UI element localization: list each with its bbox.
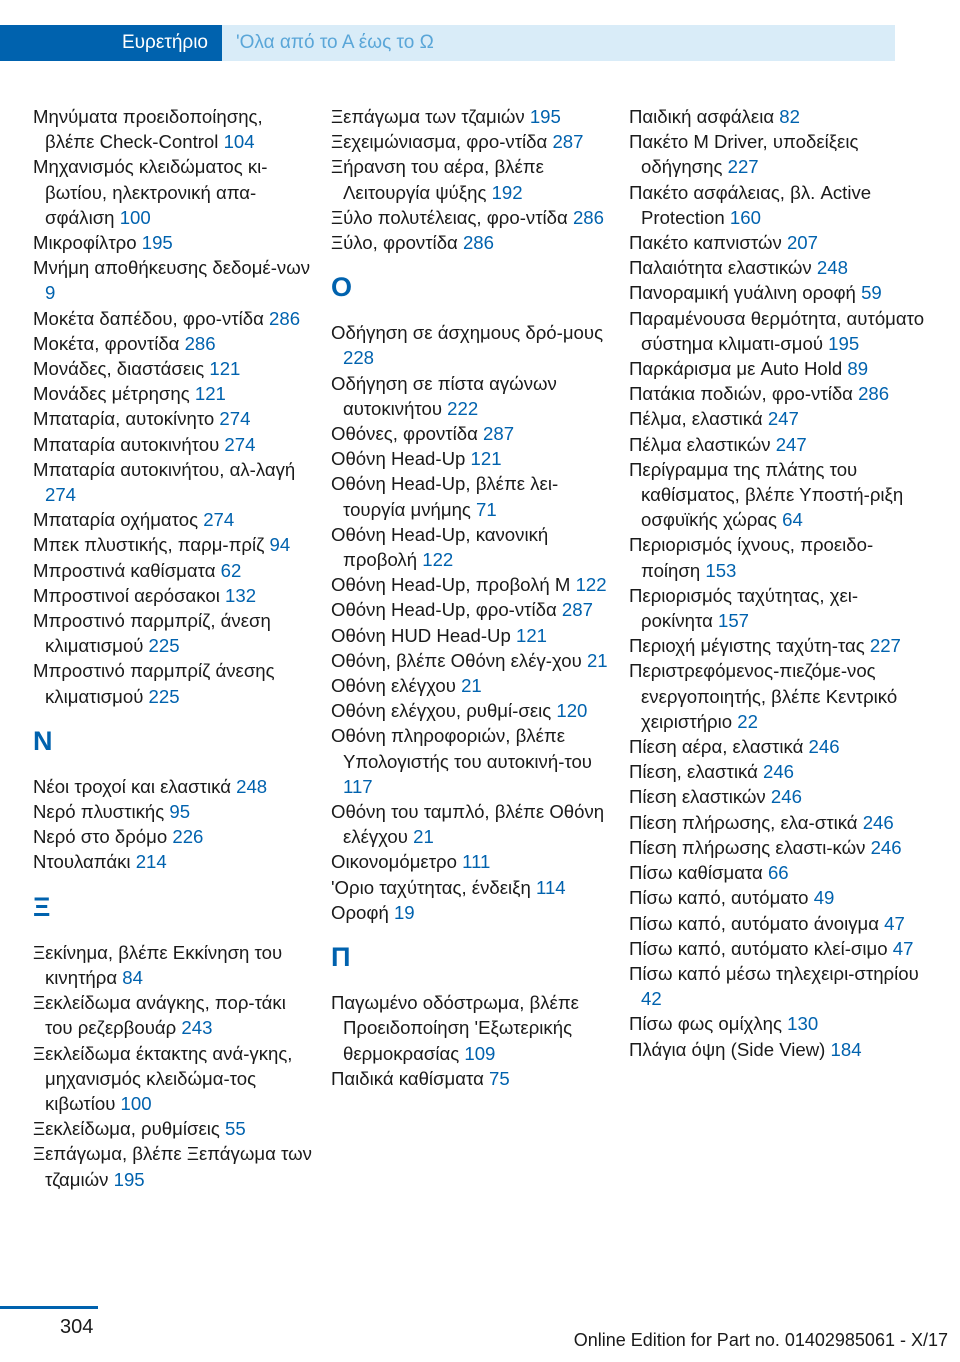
page-link[interactable]: 132 bbox=[225, 584, 257, 606]
page-link[interactable]: 104 bbox=[223, 131, 255, 153]
page-link[interactable]: 109 bbox=[464, 1042, 496, 1064]
index-entry bbox=[33, 507, 313, 532]
page-link[interactable]: 195 bbox=[828, 332, 860, 354]
index-entry-text: Παιδική ασφάλεια bbox=[629, 106, 780, 127]
page-link[interactable]: 195 bbox=[529, 106, 561, 127]
index-entry-text: Οθόνη Head-Up, φρο-ντίδα bbox=[331, 599, 562, 621]
page-link[interactable]: 214 bbox=[135, 851, 167, 873]
index-entry-text: Οδήγηση σε πίστα αγώνων αυτοκινήτου bbox=[331, 372, 557, 419]
index-entry-text: Μπροστινά καθίσματα bbox=[33, 559, 221, 581]
page-link[interactable]: 286 bbox=[184, 332, 216, 354]
index-entry bbox=[629, 532, 929, 582]
index-entry bbox=[33, 658, 313, 708]
page-link[interactable]: 100 bbox=[120, 1092, 152, 1114]
page-link[interactable]: 247 bbox=[775, 433, 807, 455]
page-link[interactable]: 120 bbox=[556, 700, 588, 722]
index-entry-text: Οθόνη Head-Up, κανονική προβολή bbox=[331, 523, 549, 571]
index-column-1 bbox=[33, 104, 313, 1192]
index-entry bbox=[33, 1116, 313, 1141]
index-entry-text: Οθόνη HUD Head-Up bbox=[331, 624, 516, 646]
index-entry-text: Ξεπάγωμα, βλέπε Ξεπάγωμα των τζαμιών bbox=[33, 1143, 312, 1190]
index-entry-text: Οθόνη, βλέπε Οθόνη ελέγ-χου bbox=[331, 649, 587, 671]
index-entry-text: Μηχανισμός κλειδώματος κι-βωτίου, ηλεκτρονική απα-σφάλιση bbox=[33, 156, 268, 228]
page-link[interactable]: 286 bbox=[462, 232, 494, 254]
index-entry-text: Ξεκίνημα, βλέπε Εκκίνηση του κινητήρα bbox=[33, 941, 283, 988]
index-entry bbox=[629, 835, 929, 860]
page-number: 304 bbox=[60, 1316, 94, 1338]
index-entry-text: Πίεση πλήρωσης, ελα-στικά bbox=[629, 811, 863, 833]
page-link[interactable]: 21 bbox=[461, 675, 482, 697]
page-link[interactable]: 287 bbox=[561, 599, 593, 621]
index-entry-text: Νερό πλυστικής bbox=[33, 801, 170, 823]
index-entry-text: Οθόνη ελέγχου bbox=[331, 675, 462, 697]
page-link[interactable]: 121 bbox=[209, 358, 241, 380]
index-entry-text: Ξύλο, φροντίδα bbox=[331, 232, 463, 254]
index-entry-text: Πίσω καπό μέσω τηλεχειρι-στηρίου bbox=[629, 962, 919, 984]
index-entry bbox=[331, 900, 616, 925]
edition-note: Online Edition for Part no. 01402985061 - X/17 bbox=[573, 1330, 948, 1350]
index-entry bbox=[33, 331, 313, 356]
index-entry-text: Οροφή bbox=[331, 901, 394, 923]
index-entry-text: Ξεπάγωμα των τζαμιών bbox=[331, 106, 530, 127]
page-link[interactable]: 62 bbox=[220, 559, 242, 581]
index-entry-text: Μοκέτα δαπέδου, φρο-ντίδα bbox=[33, 307, 270, 329]
page-link[interactable]: 286 bbox=[858, 383, 890, 405]
index-entry-text: Μπαταρία αυτοκινήτου bbox=[33, 433, 225, 455]
page-link[interactable]: 9 bbox=[45, 282, 56, 304]
page-link[interactable]: 94 bbox=[269, 534, 291, 556]
page-link[interactable]: 42 bbox=[641, 988, 662, 1010]
page-link[interactable]: 248 bbox=[816, 257, 848, 279]
index-entry bbox=[33, 230, 313, 255]
page-link[interactable]: 66 bbox=[767, 862, 789, 884]
page-link[interactable]: 226 bbox=[172, 826, 204, 848]
index-entry-text: Πίεση, ελαστικά bbox=[629, 761, 763, 783]
index-entry-text: Ντουλαπάκι bbox=[33, 851, 136, 873]
page-link[interactable]: 130 bbox=[787, 1013, 819, 1035]
index-entry bbox=[331, 421, 616, 446]
page-link[interactable]: 274 bbox=[45, 484, 77, 506]
index-entry-text: Πατάκια ποδιών, φρο-ντίδα bbox=[629, 383, 859, 405]
index-entry bbox=[331, 104, 616, 129]
index-entry-text: Μπροστινό παρμπρίζ άνεσης κλιματισμού bbox=[33, 660, 275, 707]
index-entry-text: Οικονομόμετρο bbox=[331, 851, 463, 873]
index-entry-text: Περίγραμμα της πλάτης του καθίσματος, βλέπε Υποστή-ριξη οσφυϊκής χώρας bbox=[629, 458, 904, 531]
index-entry bbox=[331, 990, 616, 1066]
index-entry bbox=[629, 759, 929, 784]
index-entry-text: Πακέτο M Driver, υποδείξεις οδήγησης bbox=[629, 131, 859, 178]
index-entry bbox=[33, 849, 313, 874]
index-entry bbox=[33, 356, 313, 381]
index-entry bbox=[33, 824, 313, 849]
header-bar bbox=[0, 25, 895, 61]
index-entry bbox=[331, 875, 616, 900]
index-entry-text: Περιστρεφόμενος-πιεζόμε-νος ενεργοποιητής, βλέπε Κεντρικό χειριστήριο bbox=[629, 660, 898, 732]
index-entry bbox=[629, 457, 929, 533]
index-entry bbox=[33, 406, 313, 431]
page-link[interactable]: 286 bbox=[572, 206, 604, 228]
index-entry-text: Οθόνη Head-Up bbox=[331, 448, 471, 470]
page-link[interactable]: 246 bbox=[870, 836, 902, 858]
index-column-2 bbox=[331, 104, 616, 1091]
index-entry-text: Παραμένουσα θερμότητα, αυτόματο σύστημα κλιματι-σμού bbox=[629, 307, 925, 354]
page-link[interactable]: 64 bbox=[782, 509, 803, 531]
index-entry-text: Οθόνη Head-Up, βλέπε λει-τουργία μνήμης bbox=[331, 473, 559, 520]
index-entry bbox=[33, 104, 313, 154]
index-entry bbox=[331, 320, 616, 370]
index-entry-text: Παλαιότητα ελαστικών bbox=[629, 257, 817, 279]
index-entry bbox=[331, 371, 616, 421]
page-link[interactable]: 122 bbox=[422, 549, 454, 571]
index-entry-text: Ξύλο πολυτέλειας, φρο-ντίδα bbox=[331, 206, 573, 228]
index-entry bbox=[331, 446, 616, 471]
index-entry bbox=[629, 406, 929, 431]
page-link[interactable]: 192 bbox=[491, 181, 523, 203]
page-link[interactable]: 95 bbox=[169, 801, 191, 823]
index-entry-text: Πίεση ελαστικών bbox=[629, 786, 771, 808]
page-link[interactable]: 225 bbox=[148, 685, 180, 707]
index-entry bbox=[33, 432, 313, 457]
page-link[interactable]: 195 bbox=[113, 1168, 145, 1190]
index-entry-text: Παιδικά καθίσματα bbox=[331, 1067, 490, 1089]
index-entry bbox=[629, 936, 929, 961]
index-entry-text: Μπαταρία αυτοκινήτου, αλ-λαγή bbox=[33, 458, 296, 480]
index-entry-text: Μπροστινό παρμπρίζ, άνεση κλιματισμού bbox=[33, 610, 271, 657]
page-link[interactable]: 47 bbox=[884, 912, 905, 934]
page-link[interactable]: 274 bbox=[224, 433, 256, 455]
index-entry bbox=[331, 698, 616, 723]
footer-rule bbox=[0, 1306, 98, 1309]
page-link[interactable]: 71 bbox=[476, 498, 497, 520]
index-letter-heading: Π bbox=[331, 942, 351, 973]
page-link[interactable]: 246 bbox=[770, 786, 802, 808]
index-entry bbox=[331, 205, 616, 230]
index-entry bbox=[331, 623, 616, 648]
index-entry-text: Μηνύματα προειδοποίησης, βλέπε Check-Control bbox=[33, 106, 263, 153]
index-entry-text: Παγωμένο οδόστρωμα, βλέπε Προειδοποίηση 'Εξωτερικής θερμοκρασίας bbox=[331, 992, 579, 1064]
index-entry bbox=[331, 849, 616, 874]
page-link[interactable]: 222 bbox=[447, 397, 479, 419]
index-entry bbox=[33, 990, 313, 1040]
page-link[interactable]: 100 bbox=[119, 206, 151, 228]
page-link[interactable]: 121 bbox=[194, 383, 226, 405]
index-entry bbox=[629, 885, 929, 910]
page-link[interactable]: 19 bbox=[393, 901, 415, 923]
page-link[interactable]: 227 bbox=[727, 156, 759, 178]
index-entry bbox=[331, 522, 616, 572]
page-link[interactable]: 111 bbox=[462, 851, 491, 873]
index-entry bbox=[629, 432, 929, 457]
index-entry bbox=[331, 572, 616, 597]
page-link[interactable]: 225 bbox=[148, 635, 180, 657]
index-entry bbox=[629, 381, 929, 406]
page-link[interactable]: 287 bbox=[552, 131, 584, 153]
index-entry-text: Μπροστινοί αερόσακοι bbox=[33, 584, 226, 606]
page-link[interactable]: 22 bbox=[737, 710, 758, 732]
index-entry bbox=[33, 1141, 313, 1191]
index-entry-text: Πακέτο καπνιστών bbox=[629, 232, 787, 254]
index-entry bbox=[629, 1037, 929, 1062]
index-entry-text: Πίσω καπό, αυτόματο κλεί-σιμο bbox=[629, 937, 893, 959]
page-link[interactable]: 153 bbox=[705, 559, 737, 581]
index-entry bbox=[33, 381, 313, 406]
index-entry-text: Νερό στο δρόμο bbox=[33, 826, 173, 848]
index-entry bbox=[331, 597, 616, 622]
index-entry bbox=[629, 180, 929, 230]
page-link[interactable]: 207 bbox=[786, 232, 818, 254]
page-link[interactable]: 89 bbox=[847, 358, 869, 380]
index-entry-text: Μνήμη αποθήκευσης δεδομέ-νων bbox=[33, 257, 311, 279]
page-link[interactable]: 247 bbox=[767, 408, 799, 430]
page-link[interactable]: 195 bbox=[141, 232, 173, 254]
index-entry-text: Μπαταρία οχήματος bbox=[33, 509, 204, 531]
index-entry-text: Παρκάρισμα με Auto Hold bbox=[629, 358, 848, 380]
index-entry-text: Πίσω καπό, αυτόματο άνοιγμα bbox=[629, 912, 885, 934]
index-entry-text: Μονάδες, διαστάσεις bbox=[33, 358, 210, 380]
index-entry bbox=[331, 799, 616, 849]
index-entry-text: Ξεχειμώνιασμα, φρο-ντίδα bbox=[331, 131, 553, 153]
index-entry-text: Ξήρανση του αέρα, βλέπε Λειτουργία ψύξης bbox=[331, 156, 544, 203]
page-link[interactable]: 248 bbox=[236, 775, 268, 797]
index-column-3 bbox=[629, 104, 929, 1062]
page-link[interactable]: 21 bbox=[586, 649, 608, 671]
index-entry-text: Οδήγηση σε άσχημους δρό-μους bbox=[331, 322, 604, 344]
page-link[interactable]: 287 bbox=[483, 423, 515, 445]
index-entry bbox=[629, 306, 929, 356]
index-entry bbox=[629, 280, 929, 305]
index-entry-text: Μοκέτα, φροντίδα bbox=[33, 332, 185, 354]
index-entry-text: Νέοι τροχοί και ελαστικά bbox=[33, 775, 237, 797]
index-entry bbox=[33, 774, 313, 799]
index-entry bbox=[33, 154, 313, 230]
index-entry bbox=[629, 734, 929, 759]
index-entry bbox=[331, 723, 616, 799]
index-entry bbox=[629, 356, 929, 381]
index-entry bbox=[33, 940, 313, 990]
index-entry-text: Οθόνη Head-Up, προβολή M bbox=[331, 574, 576, 596]
index-entry-text: Οθόνη πληροφοριών, βλέπε Υπολογιστής του αυτοκινή-του bbox=[331, 725, 592, 772]
index-entry bbox=[629, 658, 929, 734]
index-entry bbox=[33, 457, 313, 507]
index-entry-text: Πίσω καπό, αυτόματο bbox=[629, 887, 814, 909]
page-link[interactable]: 157 bbox=[717, 610, 750, 632]
page-link[interactable]: 84 bbox=[122, 966, 143, 988]
index-entry bbox=[33, 558, 313, 583]
index-letter-heading: Ν bbox=[33, 725, 53, 756]
section-tab[interactable]: Ευρετήριο bbox=[0, 25, 222, 61]
page-link[interactable]: 117 bbox=[343, 775, 373, 797]
page-link[interactable]: 246 bbox=[808, 736, 840, 758]
page-link[interactable]: 122 bbox=[575, 574, 607, 596]
index-entry-text: Οθόνες, φροντίδα bbox=[331, 423, 484, 445]
page-link[interactable]: 160 bbox=[729, 206, 761, 228]
index-entry bbox=[33, 306, 313, 331]
page-link[interactable]: 274 bbox=[219, 408, 251, 430]
index-entry bbox=[33, 583, 313, 608]
page-link[interactable]: 228 bbox=[343, 347, 375, 369]
index-entry-text: Μικροφίλτρο bbox=[33, 232, 142, 254]
index-entry-text: Μπεκ πλυστικής, παρμ-πρίζ bbox=[33, 534, 270, 556]
index-entry-text: Περιορισμός ίχνους, προειδο-ποίηση bbox=[629, 534, 874, 581]
index-entry bbox=[629, 1011, 929, 1036]
index-entry-text: Πίεση αέρα, ελαστικά bbox=[629, 736, 809, 758]
page-link[interactable]: 121 bbox=[515, 624, 548, 646]
index-entry-text: Πακέτο ασφάλειας, βλ. Active Protection bbox=[629, 181, 872, 228]
index-entry bbox=[33, 532, 313, 557]
index-entry bbox=[331, 471, 616, 521]
index-entry-text: Πέλμα ελαστικών bbox=[629, 433, 776, 455]
index-entry bbox=[629, 810, 929, 835]
index-entry bbox=[33, 608, 313, 658]
index-entry-text: Ξεκλείδωμα έκτακτης ανά-γκης, μηχανισμός κλειδώμα-τος κιβωτίου bbox=[33, 1042, 293, 1114]
index-entry bbox=[629, 961, 929, 1011]
page-link[interactable]: 246 bbox=[763, 761, 795, 783]
index-letter-heading: Ο bbox=[331, 272, 353, 303]
index-entry-text: Πλάγια όψη (Side View) bbox=[629, 1038, 831, 1060]
page-link[interactable]: 121 bbox=[470, 448, 502, 470]
index-entry bbox=[629, 255, 929, 280]
index-entry-text: Μπαταρία, αυτοκίνητο bbox=[33, 408, 220, 430]
index-entry bbox=[33, 799, 313, 824]
page-link[interactable]: 246 bbox=[862, 811, 894, 833]
index-entry bbox=[629, 633, 929, 658]
page-link[interactable]: 227 bbox=[869, 635, 901, 657]
index-entry bbox=[629, 784, 929, 809]
page-link[interactable]: 286 bbox=[269, 307, 301, 329]
index-entry-text: Πέλμα, ελαστικά bbox=[629, 408, 768, 430]
page-link[interactable]: 82 bbox=[779, 106, 800, 127]
index-entry bbox=[629, 860, 929, 885]
subsection-tab[interactable]: 'Ολα από το Α έως το Ω bbox=[222, 25, 895, 61]
index-entry bbox=[629, 104, 929, 129]
index-entry-text: Πίσω καθίσματα bbox=[629, 862, 768, 884]
page-link[interactable]: 243 bbox=[181, 1017, 213, 1039]
page-link[interactable]: 75 bbox=[489, 1067, 510, 1089]
index-entry bbox=[331, 129, 616, 154]
page-link[interactable]: 274 bbox=[203, 509, 235, 531]
index-entry bbox=[331, 230, 616, 255]
page-link[interactable]: 59 bbox=[861, 282, 882, 304]
index-entry-text: Πίσω φως ομίχλης bbox=[629, 1013, 788, 1035]
index-entry-text: Περιοχή μέγιστης ταχύτη-τας bbox=[629, 635, 870, 657]
index-entry bbox=[33, 255, 313, 305]
index-letter-heading: Ξ bbox=[33, 891, 51, 922]
index-entry-text: Πίεση πλήρωσης ελαστι-κών bbox=[629, 836, 871, 858]
index-entry bbox=[331, 154, 616, 204]
index-entry-text: Ξεκλείδωμα ανάγκης, πορ-τάκι του ρεζερβουάρ bbox=[33, 992, 286, 1039]
page-link[interactable]: 47 bbox=[892, 937, 914, 959]
page-link[interactable]: 114 bbox=[536, 876, 566, 898]
index-entry bbox=[629, 230, 929, 255]
page-link[interactable]: 55 bbox=[225, 1118, 246, 1140]
index-entry bbox=[33, 1041, 313, 1117]
page-link[interactable]: 184 bbox=[830, 1038, 862, 1060]
index-entry bbox=[331, 1066, 616, 1091]
index-entry-text: Πανοραμική γυάλινη οροφή bbox=[629, 282, 862, 304]
index-entry-text: Μονάδες μέτρησης bbox=[33, 383, 195, 405]
index-entry-text: Ξεκλείδωμα, ρυθμίσεις bbox=[33, 1118, 226, 1140]
page-link[interactable]: 21 bbox=[413, 826, 434, 848]
index-entry bbox=[629, 129, 929, 179]
index-entry-text: Οθόνη του ταμπλό, βλέπε Οθόνη ελέγχου bbox=[331, 801, 605, 848]
index-entry bbox=[629, 583, 929, 633]
index-entry-text: Περιορισμός ταχύτητας, χει-ροκίνητα bbox=[629, 584, 859, 632]
index-entry bbox=[331, 673, 616, 698]
index-entry bbox=[331, 648, 616, 673]
page-link[interactable]: 49 bbox=[813, 887, 835, 909]
index-entry bbox=[629, 911, 929, 936]
index-entry-text: Οθόνη ελέγχου, ρυθμί-σεις bbox=[331, 700, 557, 722]
index-entry-text: 'Οριο ταχύτητας, ένδειξη bbox=[331, 876, 536, 898]
